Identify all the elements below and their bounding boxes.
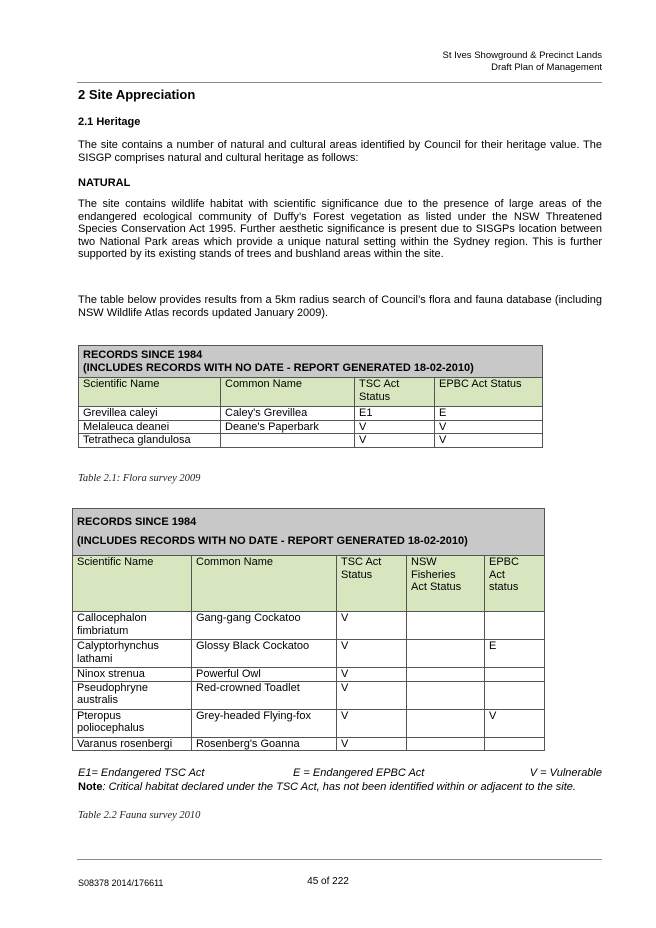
table-cell: Melaleuca deanei xyxy=(79,420,221,434)
table-cell: E xyxy=(435,407,543,421)
document-header xyxy=(443,50,602,74)
table-cell: V xyxy=(435,420,543,434)
fauna-table xyxy=(72,508,545,751)
table-cell: E xyxy=(485,640,545,668)
column-header: Scientific Name xyxy=(73,556,192,612)
table-row xyxy=(79,407,543,421)
table-cell: Ninox strenua xyxy=(73,668,192,682)
table-cell: V xyxy=(337,709,407,737)
table-cell xyxy=(221,434,355,448)
table-cell: Powerful Owl xyxy=(192,668,337,682)
column-header: TSC Act Status xyxy=(337,556,407,612)
table-cell: Callocephalon fimbriatum xyxy=(73,612,192,640)
table-cell: E1 xyxy=(355,407,435,421)
table-cell: Pseudophryne australis xyxy=(73,681,192,709)
flora-table-header-row xyxy=(79,378,543,407)
table-row xyxy=(79,420,543,434)
table-cell: Red-crowned Toadlet xyxy=(192,681,337,709)
table-cell: V xyxy=(485,709,545,737)
column-header: EPBC Act Status xyxy=(435,378,543,407)
table-cell xyxy=(407,709,485,737)
note-label: Note xyxy=(78,781,103,793)
legend-v: V = Vulnerable xyxy=(529,767,602,779)
document-reference: S08378 2014/176611 xyxy=(78,878,164,888)
table-row xyxy=(73,737,545,751)
table-cell: V xyxy=(355,420,435,434)
natural-paragraph: The site contains wildlife habitat with scientific significance due to the presence of large areas of the endangered ecological community of Duffy’s Forest vegetation as listed under the NSW Threatened Species Conservation Act 1995. Further aesthetic significance is present due to SISGPs location between two National Park areas which provide a unique natural setting within the Sydney region. This is further supported by its existing stands of trees and bushland areas within the site. xyxy=(78,198,602,260)
header-subtitle: Draft Plan of Management xyxy=(491,62,602,73)
table-row xyxy=(73,709,545,737)
table-cell: Gang-gang Cockatoo xyxy=(192,612,337,640)
legend-e1: E1= Endangered TSC Act xyxy=(78,767,205,779)
table-cell xyxy=(407,681,485,709)
table-cell: V xyxy=(337,612,407,640)
table-cell xyxy=(485,612,545,640)
table-cell xyxy=(485,737,545,751)
table-cell xyxy=(407,612,485,640)
table-cell: Rosenberg's Goanna xyxy=(192,737,337,751)
table-row xyxy=(73,668,545,682)
subsection-title: 2.1 Heritage xyxy=(78,116,141,128)
table-row xyxy=(79,434,543,448)
column-header: NSW Fisheries Act Status xyxy=(407,556,485,612)
table-cell xyxy=(407,737,485,751)
column-header: Scientific Name xyxy=(79,378,221,407)
column-header: Common Name xyxy=(221,378,355,407)
table-cell: Caley's Grevillea xyxy=(221,407,355,421)
table-cell: Calyptorhynchus lathami xyxy=(73,640,192,668)
table-cell: Grevillea caleyi xyxy=(79,407,221,421)
legend-e: E = Endangered EPBC Act xyxy=(293,767,425,779)
table-cell: V xyxy=(435,434,543,448)
table-cell: Glossy Black Cockatoo xyxy=(192,640,337,668)
page-number: 45 of 222 xyxy=(307,876,349,887)
table-cell: Grey-headed Flying-fox xyxy=(192,709,337,737)
flora-table-title: RECORDS SINCE 1984 (INCLUDES RECORDS WITH NO DATE - REPORT GENERATED 18-02-2010) xyxy=(79,346,543,378)
note-text: : Critical habitat declared under the TSC Act, has not been identified within or adjacent to the site. xyxy=(102,781,576,793)
table-row xyxy=(73,612,545,640)
flora-table xyxy=(78,345,543,448)
table-cell: Tetratheca glandulosa xyxy=(79,434,221,448)
column-header: TSC Act Status xyxy=(355,378,435,407)
flora-table-caption: Table 2.1: Flora survey 2009 xyxy=(78,473,201,484)
column-header: EPBC Act status xyxy=(485,556,545,612)
fauna-table-header-row xyxy=(73,556,545,612)
table-cell: V xyxy=(355,434,435,448)
table-cell: V xyxy=(337,737,407,751)
table-cell: Pteropus poliocephalus xyxy=(73,709,192,737)
table-cell: V xyxy=(337,668,407,682)
table-row xyxy=(73,681,545,709)
header-title: St Ives Showground & Precinct Lands xyxy=(442,50,602,61)
table-cell: Varanus rosenbergi xyxy=(73,737,192,751)
table-cell: V xyxy=(337,681,407,709)
table-row xyxy=(73,640,545,668)
natural-heading: NATURAL xyxy=(78,177,131,189)
table-cell: Deane's Paperbark xyxy=(221,420,355,434)
table-cell xyxy=(407,640,485,668)
status-legend xyxy=(78,766,602,794)
table-cell xyxy=(485,668,545,682)
section-title: 2 Site Appreciation xyxy=(78,87,196,102)
table-cell: V xyxy=(337,640,407,668)
footer-rule xyxy=(77,859,602,860)
table-intro-paragraph: The table below provides results from a 5km radius search of Council’s flora and fauna database (including NSW Wildlife Atlas records updated January 2009). xyxy=(78,294,602,319)
table-cell xyxy=(407,668,485,682)
fauna-table-title: RECORDS SINCE 1984 (INCLUDES RECORDS WITH NO DATE - REPORT GENERATED 18-02-2010) xyxy=(73,509,545,556)
intro-paragraph: The site contains a number of natural and cultural areas identified by Council for their heritage value. The SISGP comprises natural and cultural heritage as follows: xyxy=(78,139,602,164)
column-header: Common Name xyxy=(192,556,337,612)
header-rule xyxy=(77,82,602,83)
fauna-table-caption: Table 2.2 Fauna survey 2010 xyxy=(78,810,201,821)
table-cell xyxy=(485,681,545,709)
